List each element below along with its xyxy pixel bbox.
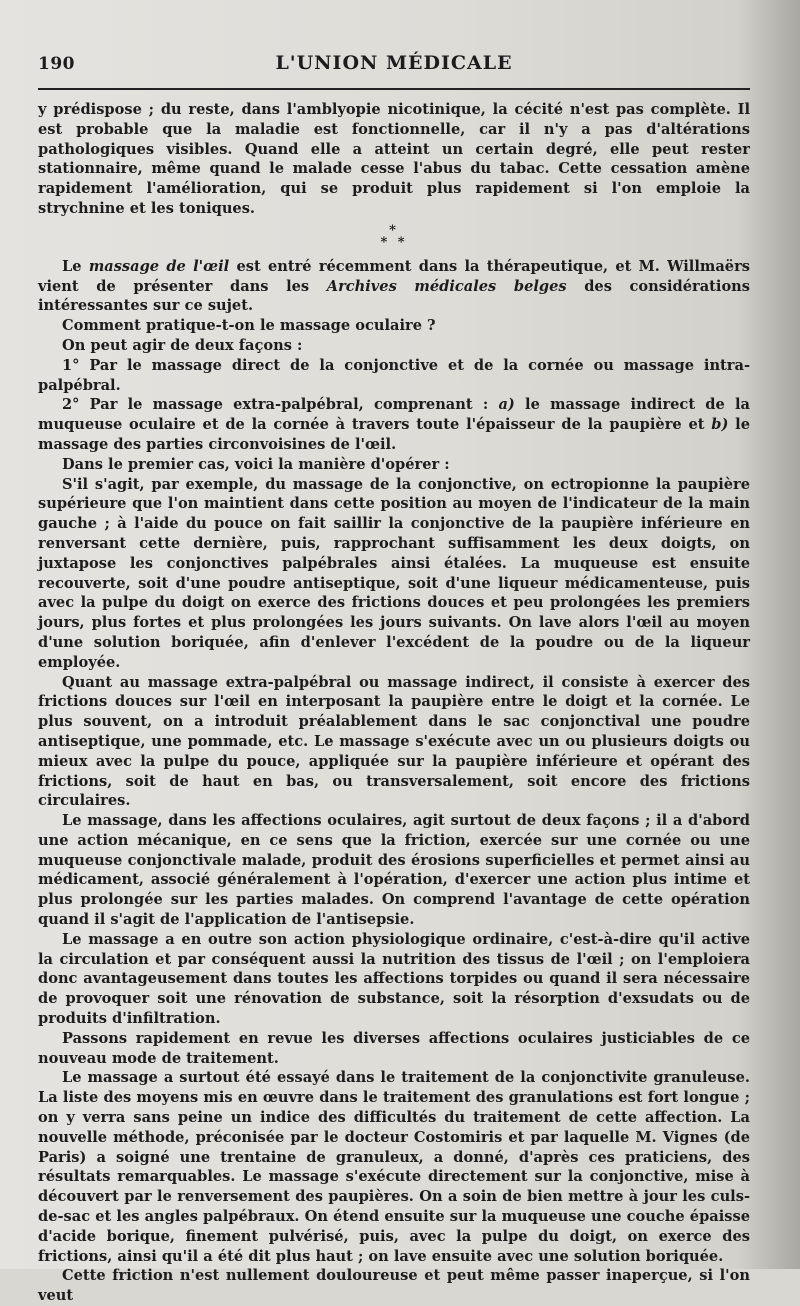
- paragraph: Le massage, dans les affections oculaires, agit surtout de deux façons ; il a d'abord une action mécanique, en ce sens que la friction, exercée sur une cornée ou une muqueuse conjonctivale malade, produit des érosions superficielles et permet ainsi au médicament, associé généralement à l'opération, d'exercer une action plus intime et plus prolongée sur les parties malades. On comprend l'avantage de cette opération quand il s'agit de l'application de l'antisepsie.: [38, 812, 750, 929]
- paragraph: Dans le premier cas, voici la manière d'opérer :: [62, 455, 450, 473]
- page-number: 190: [38, 54, 75, 74]
- paragraph: Cette friction n'est nullement douloureuse et peut même passer inaperçue, si l'on veut: [38, 1267, 750, 1305]
- paragraph: S'il s'agit, par exemple, du massage de la conjonctive, on ectropionne la paupière supérieure que l'on maintient dans cette position au moyen de l'indicateur de la main gauche ; à l'aide du pouce on fait saillir la conjonctive de la paupière inférieure en renversant cette dernière, puis, rapprochant suffisamment les deux doigts, on juxtapose les conjonctives palpébrales ainsi étalées. La muqueuse est ensuite recouverte, soit d'une poudre antiseptique, soit d'une liqueur médicamenteuse, puis avec la pulpe du doigt on exerce des frictions douces et peu prolongées les premiers jours, plus fortes et plus prolongées les jours suivants. On lave alors l'œil au moyen d'une solution boriquée, afin d'enlever l'excédent de la poudre ou de la liqueur employée.: [38, 475, 750, 671]
- header-rule: [38, 88, 750, 90]
- text-run: le massage des parties circonvoisines de l'œil.: [38, 416, 750, 453]
- text-run: le massage indirect de la muqueuse oculaire et de la cornée à travers toute l'épaisseur de la paupière et: [38, 396, 750, 434]
- text-run: 2° Par le massage extra-palpébral, comprenant :: [62, 396, 499, 414]
- page-header: [38, 48, 750, 82]
- paragraph: Le massage a surtout été essayé dans le traitement de la conjonctivite granuleuse. La liste des moyens mis en œuvre dans le traitement des granulations est fort longue ; on y verra sans peine un indice des difficultés du traitement de cette affection. La nouvelle méthode, préconisée par le docteur Costomiris et par laquelle M. Vignes (de Paris) a soigné une trentaine de granuleux, a donné, d'après ces praticiens, des résultats remarquables. Le massage s'exécute directement sur la conjonctive, mise à découvert par le renversement des paupières. On a soin de bien mettre à jour les culs-de-sac et les angles palpébraux. On étend ensuite sur la muqueuse une couche épaisse d'acide borique, finement pulvérisé, puis, avec la pulpe du doigt, on exerce des frictions, ainsi qu'il a été dit plus haut ; on lave ensuite avec une solution boriquée.: [38, 1069, 750, 1265]
- italic-run: massage de l'œil: [88, 257, 230, 275]
- paragraph: 1° Par le massage direct de la conjonctive et de la cornée ou massage intra-palpébral.: [38, 356, 750, 394]
- asterism-top: *: [389, 222, 399, 238]
- paragraph: On peut agir de deux façons :: [62, 336, 303, 354]
- text-run: des considérations intéressantes sur ce sujet.: [38, 277, 751, 315]
- italic-run: b): [711, 416, 729, 434]
- text-run: Le: [62, 257, 89, 275]
- text-run: est entré récemment dans la thérapeutique, et M. Willmaërs vient de présenter dans les: [38, 257, 750, 295]
- paragraph: y prédispose ; du reste, dans l'amblyopie nicotinique, la cécité n'est pas complète. Il est probable que la maladie est fonctionnelle, car il n'y a pas d'altérations pathologiques visibles. Quand elle a atteint un certain degré, elle peut rester stationnaire, même quand le malade cesse l'abus du tabac. Cette cessation amène rapidement l'amélioration, qui se produit plus rapidement si l'on emploie la strychnine et les toniques.: [38, 101, 750, 217]
- italic-run: a): [498, 396, 515, 414]
- paragraph: Le massage a en outre son action physiologique ordinaire, c'est-à-dire qu'il active la circulation et par conséquent aussi la nutrition des tissus de l'œil ; on l'emploiera donc avantageusement dans toutes les affections torpides ou quand il sera nécessaire de provoquer soit une rénovation de substance, soit la résorption d'exsudats ou de produits d'infiltration.: [38, 930, 750, 1028]
- paragraph: Passons rapidement en revue les diverses affections oculaires justiciables de ce nouveau mode de traitement.: [38, 1029, 750, 1067]
- italic-run: Archives médicales belges: [326, 277, 567, 295]
- asterism-bottom: * *: [380, 234, 408, 250]
- article-body: [38, 100, 750, 1306]
- paragraph: Comment pratique-t-on le massage oculaire ?: [62, 317, 436, 335]
- paragraph: Quant au massage extra-palpébral ou massage indirect, il consiste à exercer des frictions douces sur l'œil en interposant la paupière entre le doigt et la cornée. Le plus souvent, on a introduit préalablement dans le sac conjonctival une poudre antiseptique, une pommade, etc. Le massage s'exécute avec un ou plusieurs doigts ou mieux avec la pulpe du pouce, appliquée sur la paupière inférieure et opérant des frictions, soit de haut en bas, ou transversalement, soit encore des frictions circulaires.: [38, 673, 750, 810]
- running-title: L'UNION MÉDICALE: [275, 52, 513, 74]
- paragraph: [38, 257, 750, 316]
- asterism: [38, 222, 750, 250]
- paragraph: [38, 395, 750, 454]
